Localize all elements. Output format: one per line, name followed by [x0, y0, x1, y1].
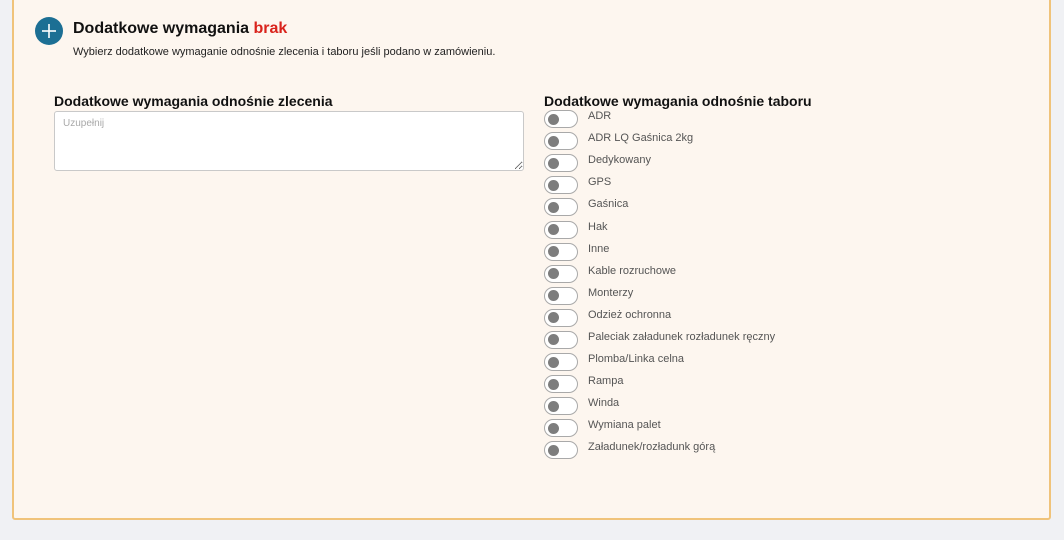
toggle-row	[544, 241, 775, 263]
toggle-switch[interactable]	[544, 287, 578, 305]
toggle-switch[interactable]	[544, 397, 578, 415]
fleet-requirements-heading: Dodatkowe wymagania odnośnie taboru	[544, 93, 812, 109]
toggle-switch[interactable]	[544, 331, 578, 349]
toggle-switch[interactable]	[544, 221, 578, 239]
status-text: brak	[253, 20, 288, 37]
toggle-switch[interactable]	[544, 375, 578, 393]
section-title-text: Dodatkowe wymagania	[73, 20, 250, 37]
toggle-label: Odzież ochronna	[588, 308, 672, 321]
toggle-knob	[548, 136, 559, 147]
toggle-switch[interactable]	[544, 265, 578, 283]
toggle-switch[interactable]	[544, 419, 578, 437]
toggle-knob	[548, 379, 559, 390]
toggle-knob	[548, 158, 559, 169]
toggle-switch[interactable]	[544, 110, 578, 128]
toggle-label: GPS	[588, 176, 612, 189]
section-subtitle: Wybierz dodatkowe wymaganie odnośnie zlecenia i taboru jeśli podano w zamówieniu.	[73, 46, 496, 58]
toggle-knob	[548, 334, 559, 345]
toggle-row	[544, 218, 775, 240]
toggle-knob	[548, 180, 559, 191]
plus-circle-icon[interactable]	[35, 17, 63, 45]
toggle-label: Kable rozruchowe	[588, 264, 677, 277]
toggle-label: Załadunek/rozładunk górą	[588, 441, 716, 454]
toggle-label: Inne	[588, 242, 610, 255]
section-title	[73, 20, 287, 38]
toggle-label: Monterzy	[588, 286, 634, 299]
toggle-switch[interactable]	[544, 353, 578, 371]
toggle-knob	[548, 114, 559, 125]
toggle-knob	[548, 202, 559, 213]
toggle-knob	[548, 445, 559, 456]
toggle-label: Rampa	[588, 375, 624, 388]
toggle-label: ADR	[588, 110, 612, 123]
toggle-row	[544, 152, 775, 174]
toggle-row	[544, 307, 775, 329]
toggle-label: Plomba/Linka celna	[588, 353, 685, 366]
toggle-row	[544, 329, 775, 351]
toggle-switch[interactable]	[544, 441, 578, 459]
toggle-label: Gaśnica	[588, 198, 629, 211]
toggle-row	[544, 130, 775, 152]
toggle-knob	[548, 224, 559, 235]
toggle-switch[interactable]	[544, 243, 578, 261]
toggle-knob	[548, 290, 559, 301]
toggle-label: Winda	[588, 397, 620, 410]
toggle-row	[544, 285, 775, 307]
toggle-switch[interactable]	[544, 154, 578, 172]
toggle-row	[544, 174, 775, 196]
toggle-row	[544, 439, 775, 461]
additional-requirements-panel	[12, 0, 1051, 520]
toggle-label: Wymiana palet	[588, 419, 661, 432]
toggle-knob	[548, 423, 559, 434]
toggle-knob	[548, 401, 559, 412]
toggle-row	[544, 263, 775, 285]
toggle-row	[544, 395, 775, 417]
toggle-row	[544, 351, 775, 373]
toggle-knob	[548, 246, 559, 257]
toggle-label: Dedykowany	[588, 154, 651, 167]
toggle-switch[interactable]	[544, 132, 578, 150]
toggle-row	[544, 373, 775, 395]
toggle-knob	[548, 312, 559, 323]
order-requirements-field-wrap	[54, 111, 524, 171]
toggle-switch[interactable]	[544, 309, 578, 327]
toggle-row	[544, 196, 775, 218]
order-requirements-textarea[interactable]	[54, 111, 524, 171]
toggle-label: Paleciak załadunek rozładunek ręczny	[588, 330, 776, 343]
toggle-switch[interactable]	[544, 176, 578, 194]
toggle-row	[544, 417, 775, 439]
toggle-switch[interactable]	[544, 198, 578, 216]
toggle-label: ADR LQ Gaśnica 2kg	[588, 132, 694, 145]
fleet-requirements-list	[544, 108, 775, 462]
order-requirements-heading: Dodatkowe wymagania odnośnie zlecenia	[54, 93, 333, 109]
toggle-label: Hak	[588, 220, 608, 233]
toggle-knob	[548, 268, 559, 279]
toggle-row	[544, 108, 775, 130]
toggle-knob	[548, 357, 559, 368]
